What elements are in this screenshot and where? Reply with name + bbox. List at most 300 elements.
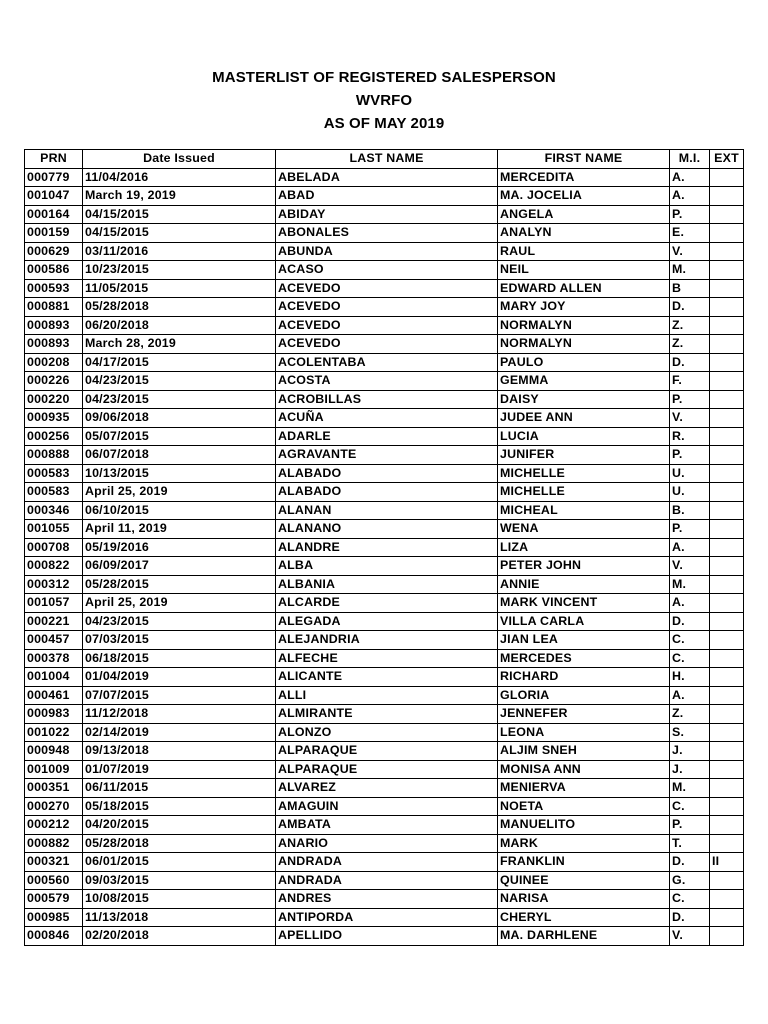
cell-prn: 001055 xyxy=(25,520,83,539)
cell-last-name: ALBANIA xyxy=(276,575,498,594)
cell-ext xyxy=(710,557,744,576)
cell-mi: S. xyxy=(670,723,710,742)
cell-date-issued: April 11, 2019 xyxy=(83,520,276,539)
cell-last-name: ALPARAQUE xyxy=(276,760,498,779)
cell-date-issued: 11/12/2018 xyxy=(83,705,276,724)
cell-last-name: ANTIPORDA xyxy=(276,908,498,927)
cell-mi: Z. xyxy=(670,705,710,724)
cell-first-name: MICHELLE xyxy=(498,464,670,483)
cell-last-name: ALBA xyxy=(276,557,498,576)
cell-ext xyxy=(710,205,744,224)
cell-prn: 000312 xyxy=(25,575,83,594)
cell-ext xyxy=(710,464,744,483)
cell-date-issued: 02/20/2018 xyxy=(83,927,276,946)
cell-first-name: NORMALYN xyxy=(498,316,670,335)
cell-date-issued: 10/13/2015 xyxy=(83,464,276,483)
table-row xyxy=(25,908,744,927)
cell-mi: R. xyxy=(670,427,710,446)
cell-date-issued: 04/23/2015 xyxy=(83,612,276,631)
cell-last-name: ADARLE xyxy=(276,427,498,446)
table-row xyxy=(25,834,744,853)
cell-date-issued: 09/03/2015 xyxy=(83,871,276,890)
cell-date-issued: 05/28/2015 xyxy=(83,575,276,594)
table-row xyxy=(25,649,744,668)
cell-mi: A. xyxy=(670,538,710,557)
cell-ext: II xyxy=(710,853,744,872)
cell-mi: A. xyxy=(670,686,710,705)
cell-prn: 000593 xyxy=(25,279,83,298)
cell-mi: B. xyxy=(670,501,710,520)
cell-mi: F. xyxy=(670,372,710,391)
table-row xyxy=(25,779,744,798)
cell-prn: 001047 xyxy=(25,187,83,206)
cell-date-issued: April 25, 2019 xyxy=(83,483,276,502)
cell-prn: 000893 xyxy=(25,316,83,335)
table-row xyxy=(25,242,744,261)
table-row xyxy=(25,927,744,946)
cell-first-name: MERCEDITA xyxy=(498,168,670,187)
cell-mi: Z. xyxy=(670,335,710,354)
cell-last-name: ALFECHE xyxy=(276,649,498,668)
cell-date-issued: March 28, 2019 xyxy=(83,335,276,354)
cell-first-name: ALJIM SNEH xyxy=(498,742,670,761)
cell-first-name: MANUELITO xyxy=(498,816,670,835)
cell-last-name: ACOLENTABA xyxy=(276,353,498,372)
cell-prn: 000351 xyxy=(25,779,83,798)
cell-ext xyxy=(710,372,744,391)
table-row xyxy=(25,612,744,631)
cell-prn: 001057 xyxy=(25,594,83,613)
cell-last-name: ABIDAY xyxy=(276,205,498,224)
cell-last-name: AGRAVANTE xyxy=(276,446,498,465)
table-row xyxy=(25,464,744,483)
cell-prn: 000226 xyxy=(25,372,83,391)
cell-first-name: EDWARD ALLEN xyxy=(498,279,670,298)
cell-ext xyxy=(710,279,744,298)
cell-prn: 000629 xyxy=(25,242,83,261)
cell-first-name: WENA xyxy=(498,520,670,539)
cell-mi: T. xyxy=(670,834,710,853)
cell-last-name: ALCARDE xyxy=(276,594,498,613)
cell-prn: 000164 xyxy=(25,205,83,224)
cell-last-name: ACEVEDO xyxy=(276,316,498,335)
cell-ext xyxy=(710,538,744,557)
cell-first-name: ANNIE xyxy=(498,575,670,594)
cell-last-name: ACEVEDO xyxy=(276,279,498,298)
table-row xyxy=(25,538,744,557)
cell-last-name: ALEGADA xyxy=(276,612,498,631)
cell-ext xyxy=(710,353,744,372)
cell-last-name: ACUÑA xyxy=(276,409,498,428)
cell-prn: 000159 xyxy=(25,224,83,243)
table-row xyxy=(25,353,744,372)
cell-date-issued: 04/23/2015 xyxy=(83,390,276,409)
cell-first-name: LEONA xyxy=(498,723,670,742)
cell-prn: 001009 xyxy=(25,760,83,779)
cell-mi: C. xyxy=(670,631,710,650)
cell-last-name: ACEVEDO xyxy=(276,335,498,354)
cell-prn: 000457 xyxy=(25,631,83,650)
table-row xyxy=(25,501,744,520)
cell-last-name: ALABADO xyxy=(276,483,498,502)
cell-first-name: MARK VINCENT xyxy=(498,594,670,613)
cell-last-name: ALANDRE xyxy=(276,538,498,557)
cell-first-name: JIAN LEA xyxy=(498,631,670,650)
cell-date-issued: 06/11/2015 xyxy=(83,779,276,798)
cell-last-name: ABUNDA xyxy=(276,242,498,261)
cell-date-issued: 04/15/2015 xyxy=(83,205,276,224)
cell-ext xyxy=(710,261,744,280)
cell-date-issued: April 25, 2019 xyxy=(83,594,276,613)
cell-mi: U. xyxy=(670,464,710,483)
cell-ext xyxy=(710,686,744,705)
cell-first-name: PETER JOHN xyxy=(498,557,670,576)
cell-date-issued: 11/04/2016 xyxy=(83,168,276,187)
cell-ext xyxy=(710,409,744,428)
cell-ext xyxy=(710,298,744,317)
cell-prn: 000708 xyxy=(25,538,83,557)
cell-ext xyxy=(710,871,744,890)
cell-prn: 000935 xyxy=(25,409,83,428)
table-row xyxy=(25,224,744,243)
table-row xyxy=(25,205,744,224)
cell-first-name: JENNEFER xyxy=(498,705,670,724)
cell-prn: 000893 xyxy=(25,335,83,354)
cell-first-name: LIZA xyxy=(498,538,670,557)
cell-mi: D. xyxy=(670,353,710,372)
cell-prn: 000560 xyxy=(25,871,83,890)
cell-first-name: FRANKLIN xyxy=(498,853,670,872)
cell-date-issued: 04/17/2015 xyxy=(83,353,276,372)
cell-first-name: RICHARD xyxy=(498,668,670,687)
cell-date-issued: 03/11/2016 xyxy=(83,242,276,261)
cell-first-name: GEMMA xyxy=(498,372,670,391)
cell-mi: C. xyxy=(670,890,710,909)
cell-mi: C. xyxy=(670,797,710,816)
cell-mi: Z. xyxy=(670,316,710,335)
table-row xyxy=(25,335,744,354)
table-row xyxy=(25,187,744,206)
table-row xyxy=(25,261,744,280)
table-row xyxy=(25,372,744,391)
cell-mi: M. xyxy=(670,779,710,798)
table-row xyxy=(25,631,744,650)
table-header-row xyxy=(25,150,744,169)
cell-ext xyxy=(710,760,744,779)
cell-date-issued: 06/07/2018 xyxy=(83,446,276,465)
cell-first-name: MONISA ANN xyxy=(498,760,670,779)
cell-ext xyxy=(710,723,744,742)
cell-ext xyxy=(710,483,744,502)
cell-mi: A. xyxy=(670,594,710,613)
cell-prn: 001022 xyxy=(25,723,83,742)
table-row xyxy=(25,797,744,816)
cell-first-name: PAULO xyxy=(498,353,670,372)
cell-last-name: ALVAREZ xyxy=(276,779,498,798)
cell-mi: V. xyxy=(670,927,710,946)
cell-date-issued: 07/07/2015 xyxy=(83,686,276,705)
cell-date-issued: 11/05/2015 xyxy=(83,279,276,298)
cell-last-name: ALICANTE xyxy=(276,668,498,687)
cell-last-name: AMBATA xyxy=(276,816,498,835)
table-row xyxy=(25,668,744,687)
table-row xyxy=(25,686,744,705)
cell-ext xyxy=(710,335,744,354)
cell-last-name: ACOSTA xyxy=(276,372,498,391)
cell-date-issued: 05/28/2018 xyxy=(83,298,276,317)
cell-ext xyxy=(710,779,744,798)
table-row xyxy=(25,742,744,761)
cell-first-name: MARK xyxy=(498,834,670,853)
cell-mi: J. xyxy=(670,760,710,779)
cell-first-name: CHERYL xyxy=(498,908,670,927)
table-row xyxy=(25,594,744,613)
cell-first-name: RAUL xyxy=(498,242,670,261)
cell-ext xyxy=(710,631,744,650)
cell-mi: B xyxy=(670,279,710,298)
cell-last-name: ALPARAQUE xyxy=(276,742,498,761)
cell-mi: V. xyxy=(670,242,710,261)
cell-ext xyxy=(710,224,744,243)
cell-last-name: ALMIRANTE xyxy=(276,705,498,724)
cell-last-name: ACEVEDO xyxy=(276,298,498,317)
cell-last-name: ABELADA xyxy=(276,168,498,187)
cell-first-name: ANGELA xyxy=(498,205,670,224)
cell-ext xyxy=(710,427,744,446)
cell-first-name: MICHEAL xyxy=(498,501,670,520)
table-row xyxy=(25,575,744,594)
cell-first-name: NORMALYN xyxy=(498,335,670,354)
cell-ext xyxy=(710,890,744,909)
cell-prn: 000948 xyxy=(25,742,83,761)
cell-first-name: NEIL xyxy=(498,261,670,280)
cell-prn: 000346 xyxy=(25,501,83,520)
cell-prn: 000882 xyxy=(25,834,83,853)
cell-mi: V. xyxy=(670,557,710,576)
cell-mi: D. xyxy=(670,612,710,631)
document-title-block xyxy=(0,66,768,135)
table-row xyxy=(25,446,744,465)
cell-ext xyxy=(710,908,744,927)
cell-prn: 000208 xyxy=(25,353,83,372)
cell-prn: 000583 xyxy=(25,464,83,483)
cell-prn: 000461 xyxy=(25,686,83,705)
cell-ext xyxy=(710,816,744,835)
cell-first-name: MENIERVA xyxy=(498,779,670,798)
table-row xyxy=(25,316,744,335)
column-header-mi: M.I. xyxy=(670,150,710,169)
salesperson-table xyxy=(24,149,744,946)
cell-prn: 000583 xyxy=(25,483,83,502)
cell-date-issued: 10/08/2015 xyxy=(83,890,276,909)
cell-mi: D. xyxy=(670,908,710,927)
cell-mi: P. xyxy=(670,816,710,835)
cell-first-name: ANALYN xyxy=(498,224,670,243)
cell-prn: 000270 xyxy=(25,797,83,816)
table-row xyxy=(25,427,744,446)
cell-date-issued: 04/20/2015 xyxy=(83,816,276,835)
cell-date-issued: 02/14/2019 xyxy=(83,723,276,742)
cell-last-name: ALLI xyxy=(276,686,498,705)
column-header-ext: EXT xyxy=(710,150,744,169)
cell-ext xyxy=(710,834,744,853)
cell-first-name: DAISY xyxy=(498,390,670,409)
cell-mi: E. xyxy=(670,224,710,243)
cell-last-name: ACROBILLAS xyxy=(276,390,498,409)
table-row xyxy=(25,390,744,409)
cell-first-name: VILLA CARLA xyxy=(498,612,670,631)
cell-last-name: APELLIDO xyxy=(276,927,498,946)
office-name: WVRFO xyxy=(355,92,413,109)
cell-prn: 000846 xyxy=(25,927,83,946)
cell-mi: G. xyxy=(670,871,710,890)
cell-ext xyxy=(710,705,744,724)
cell-ext xyxy=(710,501,744,520)
cell-mi: H. xyxy=(670,668,710,687)
cell-mi: J. xyxy=(670,742,710,761)
column-header-first-name: FIRST NAME xyxy=(498,150,670,169)
cell-ext xyxy=(710,168,744,187)
cell-last-name: ALEJANDRIA xyxy=(276,631,498,650)
cell-mi: D. xyxy=(670,298,710,317)
table-row xyxy=(25,483,744,502)
cell-date-issued: 06/09/2017 xyxy=(83,557,276,576)
cell-date-issued: 09/13/2018 xyxy=(83,742,276,761)
cell-prn: 000586 xyxy=(25,261,83,280)
cell-last-name: ALONZO xyxy=(276,723,498,742)
cell-prn: 000985 xyxy=(25,908,83,927)
cell-first-name: NOETA xyxy=(498,797,670,816)
table-row xyxy=(25,816,744,835)
table-row xyxy=(25,853,744,872)
cell-first-name: NARISA xyxy=(498,890,670,909)
cell-prn: 000983 xyxy=(25,705,83,724)
cell-first-name: MA. DARHLENE xyxy=(498,927,670,946)
cell-date-issued: 11/13/2018 xyxy=(83,908,276,927)
cell-date-issued: 05/28/2018 xyxy=(83,834,276,853)
cell-date-issued: 05/18/2015 xyxy=(83,797,276,816)
cell-prn: 000256 xyxy=(25,427,83,446)
cell-ext xyxy=(710,390,744,409)
cell-prn: 000221 xyxy=(25,612,83,631)
cell-ext xyxy=(710,668,744,687)
cell-date-issued: 07/03/2015 xyxy=(83,631,276,650)
cell-first-name: MARY JOY xyxy=(498,298,670,317)
cell-last-name: ANDRADA xyxy=(276,871,498,890)
cell-prn: 000378 xyxy=(25,649,83,668)
cell-last-name: ABAD xyxy=(276,187,498,206)
cell-mi: A. xyxy=(670,168,710,187)
table-row xyxy=(25,298,744,317)
cell-date-issued: 01/04/2019 xyxy=(83,668,276,687)
cell-first-name: JUNIFER xyxy=(498,446,670,465)
cell-first-name: MICHELLE xyxy=(498,483,670,502)
cell-ext xyxy=(710,575,744,594)
cell-mi: M. xyxy=(670,261,710,280)
table-row xyxy=(25,760,744,779)
cell-last-name: ALABADO xyxy=(276,464,498,483)
cell-ext xyxy=(710,242,744,261)
cell-first-name: GLORIA xyxy=(498,686,670,705)
table-row xyxy=(25,705,744,724)
cell-prn: 000321 xyxy=(25,853,83,872)
cell-prn: 000822 xyxy=(25,557,83,576)
cell-mi: U. xyxy=(670,483,710,502)
cell-date-issued: 05/19/2016 xyxy=(83,538,276,557)
cell-prn: 000212 xyxy=(25,816,83,835)
cell-first-name: JUDEE ANN xyxy=(498,409,670,428)
cell-last-name: ALANAN xyxy=(276,501,498,520)
cell-date-issued: 04/15/2015 xyxy=(83,224,276,243)
document-title: MASTERLIST OF REGISTERED SALESPERSON xyxy=(212,69,556,86)
column-header-prn: PRN xyxy=(25,150,83,169)
cell-last-name: AMAGUIN xyxy=(276,797,498,816)
cell-last-name: ANDRES xyxy=(276,890,498,909)
cell-last-name: ACASO xyxy=(276,261,498,280)
as-of-date: AS OF MAY 2019 xyxy=(323,115,445,132)
cell-mi: C. xyxy=(670,649,710,668)
cell-date-issued: 06/18/2015 xyxy=(83,649,276,668)
cell-mi: D. xyxy=(670,853,710,872)
cell-ext xyxy=(710,594,744,613)
cell-ext xyxy=(710,742,744,761)
cell-mi: P. xyxy=(670,520,710,539)
cell-date-issued: 06/10/2015 xyxy=(83,501,276,520)
cell-prn: 000220 xyxy=(25,390,83,409)
cell-date-issued: 09/06/2018 xyxy=(83,409,276,428)
cell-date-issued: 05/07/2015 xyxy=(83,427,276,446)
cell-last-name: ANDRADA xyxy=(276,853,498,872)
cell-prn: 000779 xyxy=(25,168,83,187)
table-row xyxy=(25,890,744,909)
cell-date-issued: 10/23/2015 xyxy=(83,261,276,280)
cell-date-issued: 06/20/2018 xyxy=(83,316,276,335)
cell-first-name: MERCEDES xyxy=(498,649,670,668)
cell-prn: 000888 xyxy=(25,446,83,465)
table-row xyxy=(25,871,744,890)
table-body xyxy=(25,168,744,945)
table-row xyxy=(25,168,744,187)
cell-first-name: QUINEE xyxy=(498,871,670,890)
cell-last-name: ALANANO xyxy=(276,520,498,539)
cell-date-issued: 01/07/2019 xyxy=(83,760,276,779)
cell-prn: 000579 xyxy=(25,890,83,909)
cell-date-issued: March 19, 2019 xyxy=(83,187,276,206)
cell-mi: P. xyxy=(670,205,710,224)
column-header-last-name: LAST NAME xyxy=(276,150,498,169)
cell-ext xyxy=(710,649,744,668)
cell-prn: 001004 xyxy=(25,668,83,687)
cell-ext xyxy=(710,446,744,465)
cell-first-name: LUCIA xyxy=(498,427,670,446)
cell-last-name: ANARIO xyxy=(276,834,498,853)
cell-ext xyxy=(710,927,744,946)
cell-date-issued: 04/23/2015 xyxy=(83,372,276,391)
cell-mi: A. xyxy=(670,187,710,206)
table-row xyxy=(25,409,744,428)
cell-mi: V. xyxy=(670,409,710,428)
cell-mi: M. xyxy=(670,575,710,594)
cell-ext xyxy=(710,187,744,206)
cell-ext xyxy=(710,612,744,631)
cell-last-name: ABONALES xyxy=(276,224,498,243)
cell-ext xyxy=(710,316,744,335)
cell-mi: P. xyxy=(670,390,710,409)
table-row xyxy=(25,279,744,298)
table-row xyxy=(25,723,744,742)
column-header-date-issued: Date Issued xyxy=(83,150,276,169)
cell-prn: 000881 xyxy=(25,298,83,317)
